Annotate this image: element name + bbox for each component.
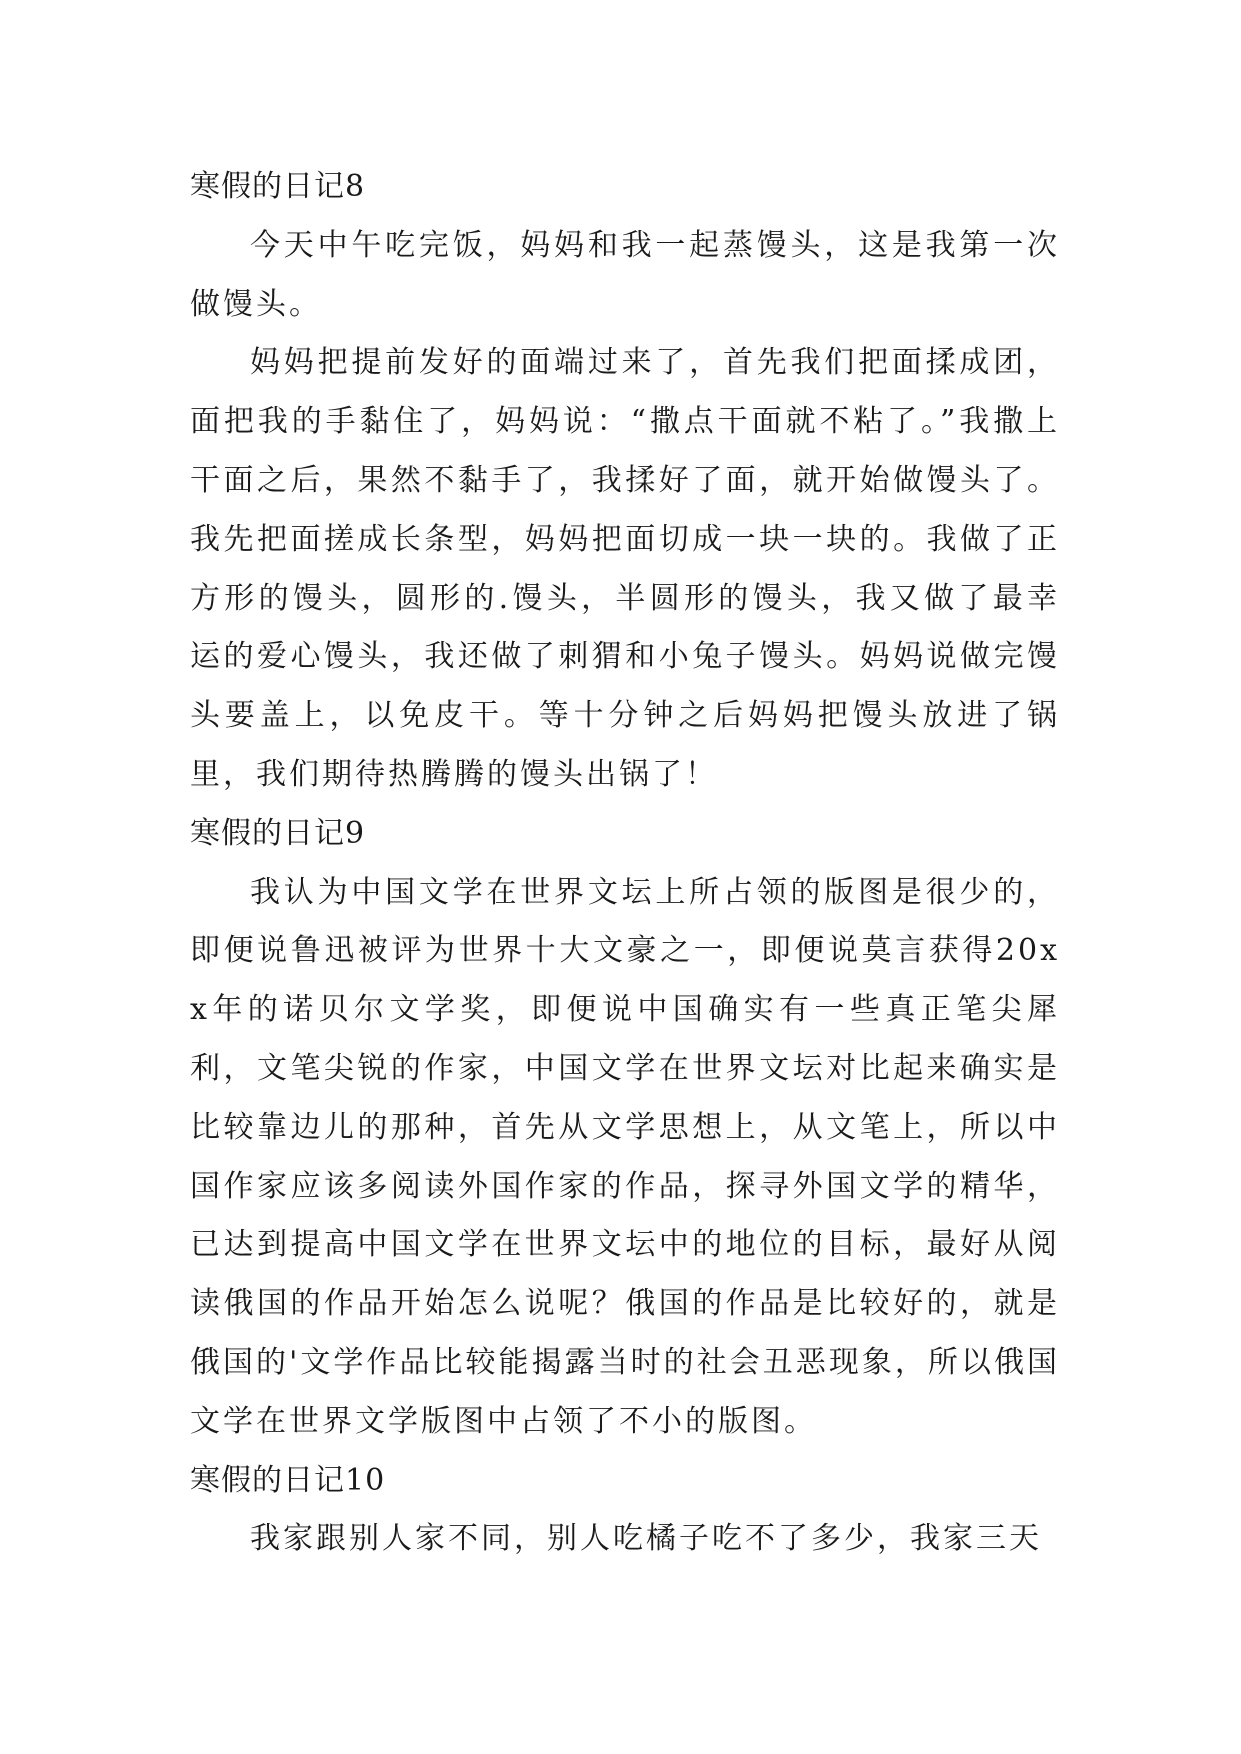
entry-paragraph: 今天中午吃完饭，妈妈和我一起蒸馒头，这是我第一次做馒头。: [190, 227, 1060, 322]
entry-paragraph: 妈妈把提前发好的面端过来了，首先我们把面揉成团，面把我的手黏住了，妈妈说：“撒点干面就不粘了。”我撒上干面之后，果然不黏手了，我揉好了面，就开始做馒头了。我先把面搓成长条型，妈妈把面切成一块一块的。我做了正方形的馒头，圆形的.馒头，半圆形的馒头，我又做了最幸运的爱心馒头，我还做了刺猬和小兔子馒头。妈妈说做完馒头要盖上，以免皮干。等十分钟之后妈妈把馒头放进了锅里，我们期待热腾腾的馒头出锅了！: [190, 345, 1060, 792]
entry-title: 寒假的日记9: [190, 815, 366, 851]
entry-paragraph: 我家跟别人家不同，别人吃橘子吃不了多少，我家三天: [250, 1521, 1042, 1557]
diary-entry-8: [190, 158, 1060, 805]
entry-paragraph: 我认为中国文学在世界文坛上所占领的版图是很少的，即便说鲁迅被评为世界十大文豪之一，即便说莫言获得20xx年的诺贝尔文学奖，即便说中国确实有一些真正笔尖犀利，文笔尖锐的作家，中国文学在世界文坛对比起来确实是比较靠边儿的那种，首先从文学思想上，从文笔上，所以中国作家应该多阅读外国作家的作品，探寻外国文学的精华，已达到提高中国文学在世界文坛中的地位的目标，最好从阅读俄国的作品开始怎么说呢？俄国的作品是比较好的，就是俄国的'文学作品比较能揭露当时的社会丑恶现象，所以俄国文学在世界文学版图中占领了不小的版图。: [190, 874, 1060, 1439]
entry-title: 寒假的日记8: [190, 169, 366, 204]
document-body: [190, 158, 1060, 1569]
entry-title: 寒假的日记10: [190, 1462, 386, 1498]
diary-entry-10: [190, 1452, 1060, 1570]
diary-entry-9: [190, 805, 1060, 1452]
